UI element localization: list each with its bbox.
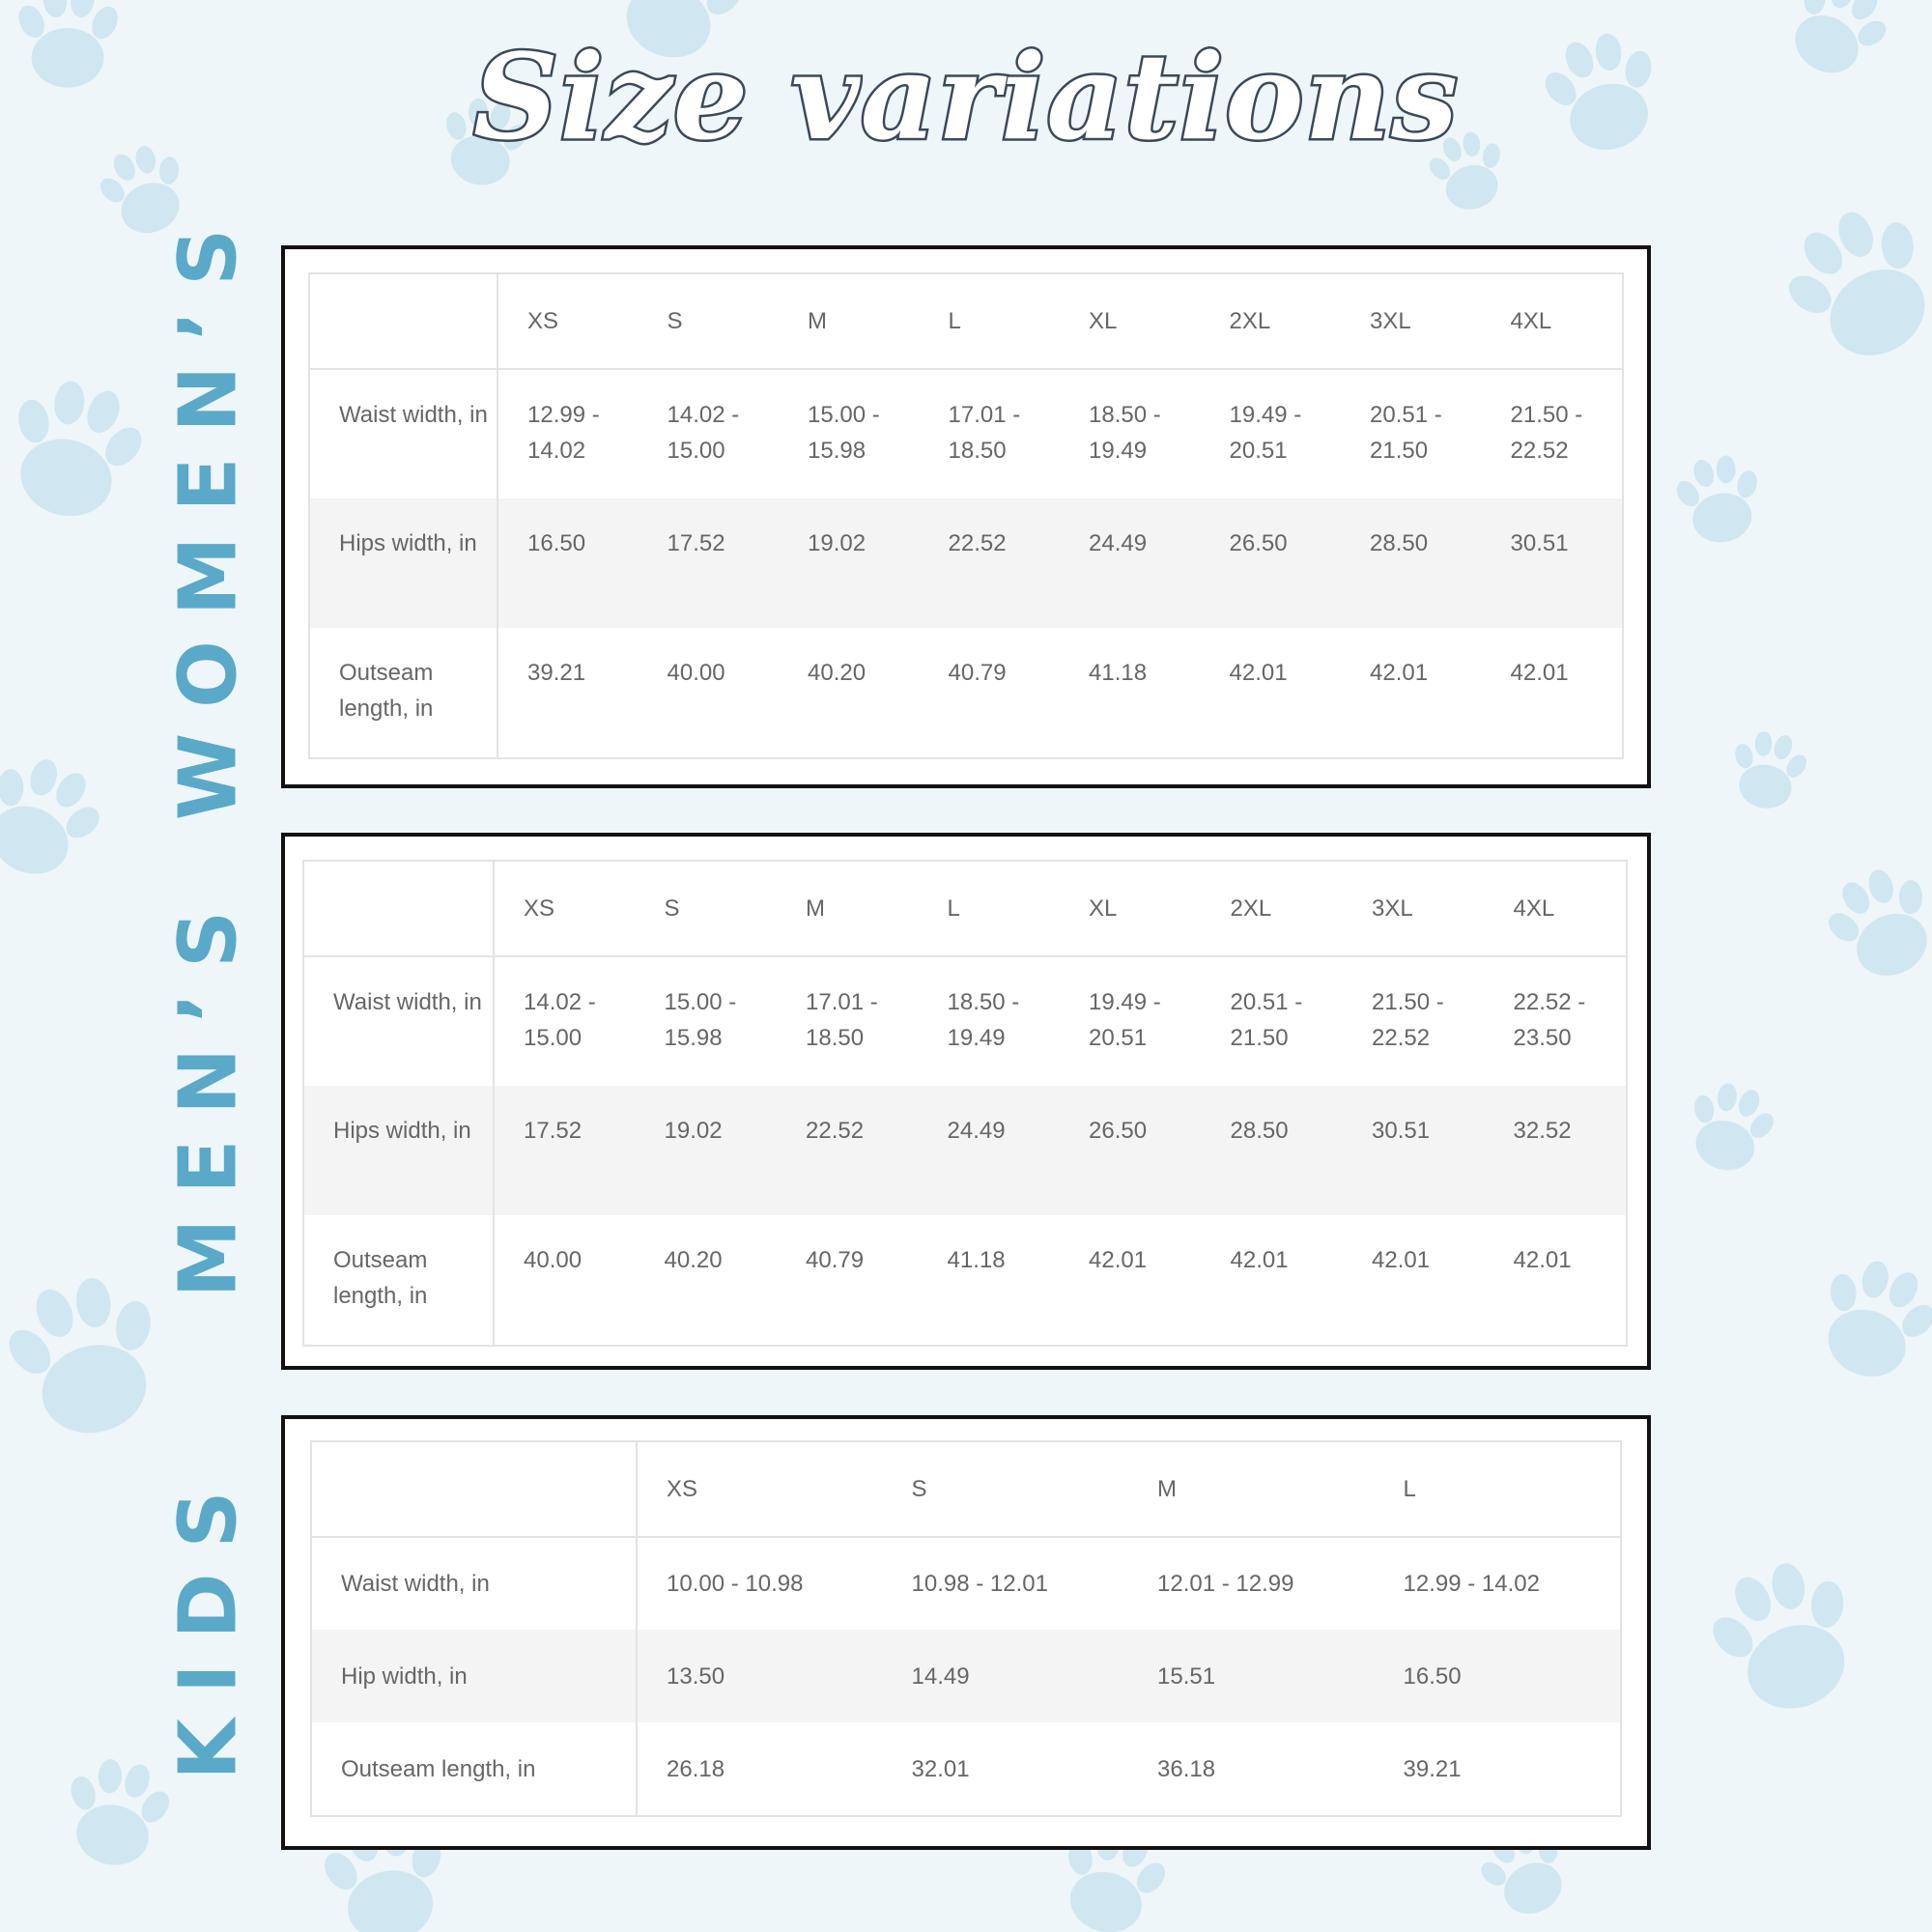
- table-cell: 41.18: [1089, 660, 1148, 686]
- size-header-3xl: 3XL: [1341, 274, 1482, 369]
- table-row-hips: [304, 1086, 1626, 1215]
- kids-size-table: [310, 1440, 1622, 1817]
- table-cell: 17.01 - 18.50: [948, 402, 1021, 464]
- table-cell: 18.50 - 19.49: [1089, 402, 1161, 464]
- table-row-waist: [310, 369, 1622, 498]
- row-label-outseam: Outseam length, in: [310, 628, 497, 757]
- table-cell: 22.52: [806, 1118, 865, 1144]
- table-cell: 19.49 - 20.51: [1229, 402, 1302, 464]
- table-row-outseam: [310, 628, 1622, 757]
- table-cell: 12.99 - 14.02: [1403, 1571, 1540, 1597]
- size-header-2xl: 2XL: [1201, 274, 1342, 369]
- table-cell: 30.51: [1372, 1118, 1431, 1144]
- table-cell: 42.01: [1089, 1247, 1148, 1273]
- size-header-2xl: 2XL: [1202, 862, 1344, 956]
- table-cell: 22.52 - 23.50: [1513, 989, 1586, 1051]
- table-cell: 15.51: [1157, 1662, 1216, 1690]
- table-cell: 40.00: [667, 660, 725, 686]
- row-label-outseam: Outseam length, in: [312, 1722, 637, 1815]
- size-header-l: L: [1375, 1442, 1621, 1537]
- size-header-3xl: 3XL: [1343, 862, 1485, 956]
- table-cell: 16.50: [1403, 1662, 1462, 1690]
- table-cell: 19.49 - 20.51: [1089, 989, 1161, 1051]
- table-cell: 40.20: [808, 660, 867, 686]
- table-cell: 12.01 - 12.99: [1157, 1571, 1294, 1597]
- table-cell: 28.50: [1370, 530, 1429, 556]
- size-header-s: S: [883, 1442, 1129, 1537]
- table-cell: 22.52: [948, 530, 1007, 556]
- table-cell: 14.49: [911, 1662, 970, 1690]
- table-row-outseam: [304, 1215, 1626, 1345]
- table-cell: 17.52: [667, 530, 725, 556]
- table-cell: 20.51 - 21.50: [1230, 989, 1303, 1051]
- size-header-4xl: 4XL: [1485, 862, 1627, 956]
- table-cell: 10.98 - 12.01: [911, 1571, 1048, 1597]
- table-cell: 26.50: [1229, 530, 1288, 556]
- size-header-l: L: [920, 274, 1061, 369]
- table-cell: 41.18: [947, 1247, 1006, 1273]
- size-header-s: S: [636, 862, 778, 956]
- size-header-xl: XL: [1060, 862, 1202, 956]
- size-header-s: S: [639, 274, 780, 369]
- size-header-m: M: [777, 862, 919, 956]
- table-cell: 40.79: [806, 1247, 865, 1273]
- table-cell: 26.50: [1089, 1118, 1148, 1144]
- row-label-waist: Waist width, in: [304, 956, 494, 1086]
- table-cell: 17.52: [524, 1118, 582, 1144]
- table-cell: 13.50: [667, 1662, 725, 1690]
- table-cell: 39.21: [1403, 1755, 1462, 1782]
- table-cell: 42.01: [1229, 660, 1288, 686]
- table-cell: 14.02 - 15.00: [524, 989, 596, 1051]
- table-row-hip: [312, 1630, 1620, 1722]
- row-label-hip: Hip width, in: [312, 1630, 637, 1722]
- table-cell: 26.18: [667, 1755, 725, 1782]
- table-cell: 30.51: [1510, 530, 1569, 556]
- table-cell: 24.49: [1089, 530, 1148, 556]
- table-corner-cell: [310, 274, 497, 369]
- table-cell: 21.50 - 22.52: [1510, 402, 1583, 464]
- size-header-m: M: [1128, 1442, 1375, 1537]
- table-corner-cell: [312, 1442, 637, 1537]
- table-cell: 15.00 - 15.98: [664, 989, 737, 1051]
- size-header-xs: XS: [637, 1442, 883, 1537]
- table-cell: 42.01: [1372, 1247, 1431, 1273]
- table-cell: 32.52: [1513, 1118, 1572, 1144]
- table-cell: 10.00 - 10.98: [667, 1571, 804, 1597]
- size-header-xl: XL: [1060, 274, 1201, 369]
- table-cell: 42.01: [1370, 660, 1429, 686]
- table-row-hips: [310, 498, 1622, 628]
- table-cell: 42.01: [1510, 660, 1569, 686]
- table-cell: 14.02 - 15.00: [667, 402, 740, 464]
- table-cell: 42.01: [1230, 1247, 1289, 1273]
- table-cell: 18.50 - 19.49: [947, 989, 1020, 1051]
- table-cell: 40.79: [948, 660, 1007, 686]
- table-corner-cell: [304, 862, 494, 956]
- page-title: Size variations: [473, 27, 1459, 166]
- size-header-l: L: [919, 862, 1061, 956]
- size-header-xs: XS: [494, 862, 636, 956]
- size-header-4xl: 4XL: [1482, 274, 1623, 369]
- table-cell: 32.01: [911, 1755, 970, 1782]
- table-cell: 28.50: [1230, 1118, 1289, 1144]
- table-cell: 40.20: [664, 1247, 723, 1273]
- table-row-waist: [312, 1537, 1620, 1630]
- table-cell: 20.51 - 21.50: [1370, 402, 1442, 464]
- row-label-waist: Waist width, in: [312, 1537, 637, 1630]
- row-label-outseam: Outseam length, in: [304, 1215, 494, 1345]
- row-label-hips: Hips width, in: [304, 1086, 494, 1215]
- table-cell: 19.02: [664, 1118, 723, 1144]
- table-cell: 24.49: [947, 1118, 1006, 1144]
- table-cell: 12.99 - 14.02: [527, 402, 600, 464]
- table-cell: 19.02: [808, 530, 867, 556]
- mens-size-table-frame: [281, 833, 1651, 1370]
- table-cell: 15.00 - 15.98: [808, 402, 880, 464]
- size-header-m: M: [779, 274, 920, 369]
- womens-size-table: [308, 272, 1624, 759]
- table-cell: 16.50: [527, 530, 586, 556]
- table-cell: 36.18: [1157, 1755, 1216, 1782]
- size-header-xs: XS: [497, 274, 639, 369]
- table-row-outseam: [312, 1722, 1620, 1815]
- table-cell: 42.01: [1513, 1247, 1572, 1273]
- table-cell: 21.50 - 22.52: [1372, 989, 1444, 1051]
- row-label-waist: Waist width, in: [310, 369, 497, 498]
- table-row-waist: [304, 956, 1626, 1086]
- kids-size-table-frame: [281, 1415, 1651, 1850]
- mens-size-table: [302, 860, 1628, 1347]
- table-cell: 40.00: [524, 1247, 582, 1273]
- table-cell: 17.01 - 18.50: [806, 989, 878, 1051]
- table-cell: 39.21: [527, 660, 586, 686]
- row-label-hips: Hips width, in: [310, 498, 497, 628]
- womens-size-table-frame: [281, 245, 1651, 788]
